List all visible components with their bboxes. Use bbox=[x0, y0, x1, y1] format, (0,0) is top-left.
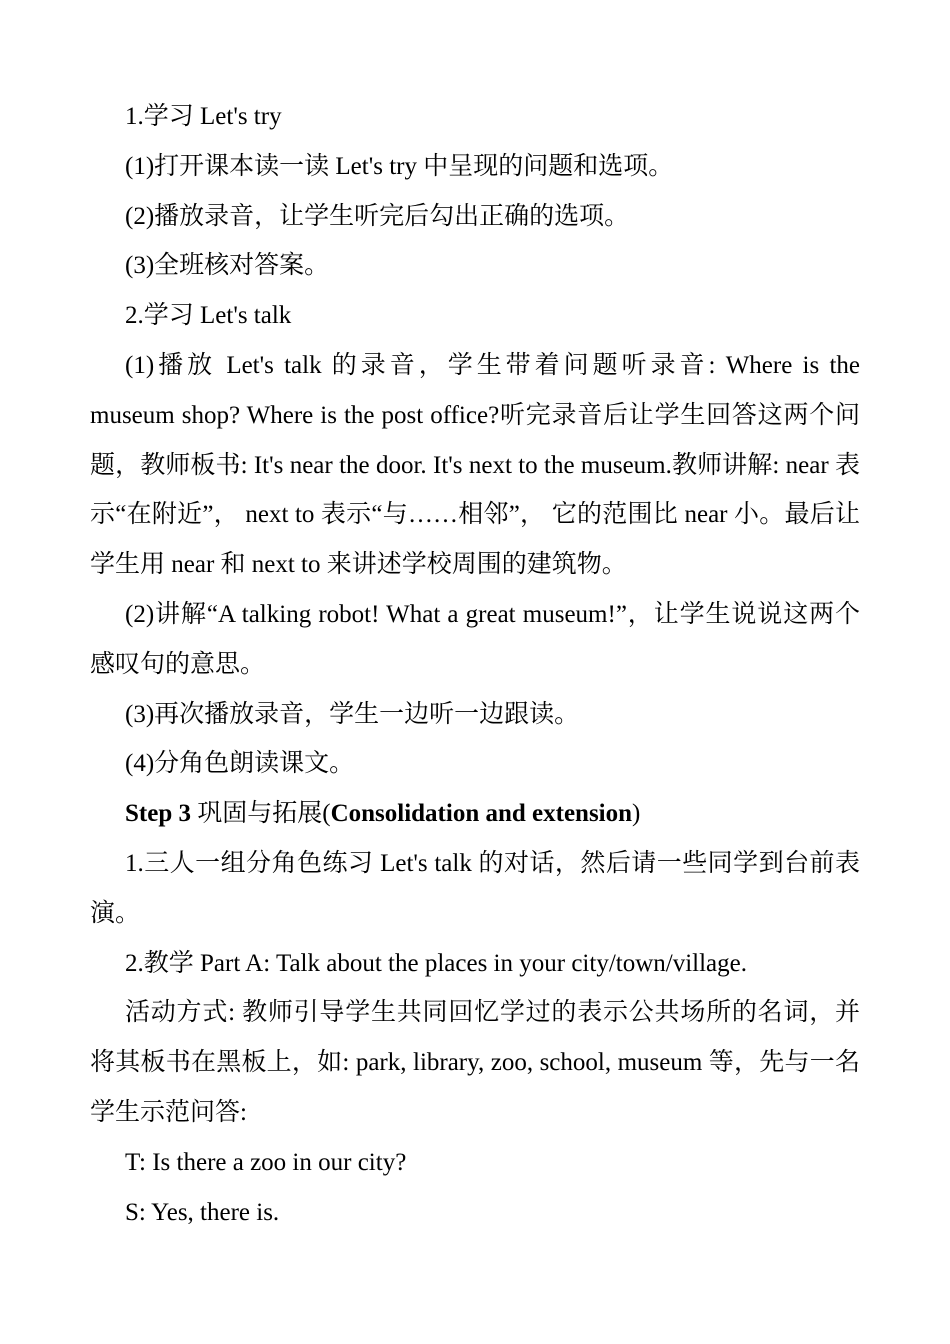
paragraph-step-1-3: (3)全班核对答案。 bbox=[125, 252, 330, 280]
step-title-en: Consolidation and extension bbox=[330, 800, 633, 828]
document-body bbox=[90, 92, 860, 1237]
step-label: Step 3 bbox=[125, 800, 191, 828]
paragraph-lets-talk-heading: 2.学习 Let's talk bbox=[125, 302, 292, 330]
dialogue-teacher-line: T: Is there a zoo in our city? bbox=[125, 1148, 407, 1176]
dialogue-student-line: S: Yes, there is. bbox=[125, 1198, 280, 1226]
paragraph-step-1-2: (2)播放录音，让学生听完后勾出正确的选项。 bbox=[125, 202, 630, 230]
paragraph-step-3-1: 1.三人一组分角色练习 Let's talk 的对话，然后请一些同学到台前表演。 bbox=[90, 849, 860, 927]
paragraph-step-1-1: (1)打开课本读一读 Let's try 中呈现的问题和选项。 bbox=[125, 152, 674, 180]
paragraph-step-2-1: (1)播放 Let's talk 的录音，学生带着问题听录音: Where is the museum shop? Where is the post office?听完录音后让学生回答这两个问题，教师板书: It's near the door. It's next to the museum.教师讲解: near 表示“在附近”， next to 表示“与……相邻”， 它的范围比 near 小。最后让学生用 near 和 next to 来讲述学校周围的建筑物。 bbox=[90, 351, 860, 579]
step-title-end: ) bbox=[632, 800, 641, 828]
step-title-cn: 巩固与拓展( bbox=[190, 800, 331, 828]
paragraph-step-2-2: (2)讲解“A talking robot! What a great museum!”，让学生说说这两个感叹句的意思。 bbox=[90, 600, 860, 678]
section-heading-step-3 bbox=[90, 789, 860, 839]
paragraph-step-2-4: (4)分角色朗读课文。 bbox=[125, 750, 355, 778]
paragraph-activity-method: 活动方式: 教师引导学生共同回忆学过的表示公共场所的名词，并将其板书在黑板上，如: park, library, zoo, school, museum 等，先与一名学生示范问答: bbox=[90, 999, 860, 1126]
paragraph-lets-try-heading: 1.学习 Let's try bbox=[125, 103, 282, 130]
paragraph-step-2-3: (3)再次播放录音，学生一边听一边跟读。 bbox=[125, 700, 580, 728]
paragraph-step-3-2: 2.教学 Part A: Talk about the places in your city/town/village. bbox=[125, 949, 747, 977]
